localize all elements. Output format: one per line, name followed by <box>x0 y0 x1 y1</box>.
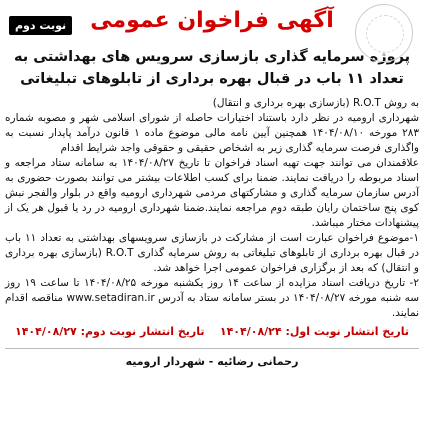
header <box>5 4 419 44</box>
signature-line: رحمانی رضائیه - شهردار ارومیه <box>5 348 419 370</box>
second-publication-date: ۱۴۰۴/۰۸/۲۷ <box>15 325 77 338</box>
first-publication-label: تاریخ انتشار نوبت اول: <box>285 325 409 338</box>
paragraph-subject: ۱-موضوع فراخوان عبارت است از مشارکت در بازسازی سرویسهای بهداشتی به تعداد ۱۱ باب در قبال بهره برداری از تابلوهای تبلیغاتی به روش سرمایه گذاری R.O.T (بازسازی بهره برداری و انتقال) که بعد از برگزاری فراخوان عمومی اجرا خواهد شد. <box>5 232 419 274</box>
edition-badge: نوبت دوم <box>9 16 72 35</box>
method-line: به روش R.O.T (بازسازی بهره برداری و انتقال) <box>212 97 419 109</box>
notice-body <box>5 96 419 321</box>
second-publication-label: تاریخ انتشار نوبت دوم: <box>80 325 205 338</box>
paragraph-intro: شهرداری ارومیه در نظر دارد باستناد اختیارات حاصله از شورای اسلامی شهر و مصوبه شماره ۲۸۳ مورخه ۱۴۰۴/۰۸/۱۰ همچنین آیین نامه مالی موضوع ماده ۱ قانون درآمد پایدار نسبت به واگذاری فرصت سرمایه گذاری زیر به اشخاص حقیقی و حقوقی واجد شرایط اقدام <box>5 112 419 154</box>
project-subtitle: پروژه سرمایه گذاری بازسازی سرویس های بهداشتی به تعداد ۱۱ باب در قبال بهره برداری از تابلوهای تبلیغاتی <box>13 49 411 87</box>
paragraph-deadline: ۲- تاریخ دریافت اسناد مزایده از ساعت ۱۴ روز یکشنبه مورخه ۱۴۰۴/۰۸/۲۵ تا ساعت ۱۹ روز سه شنبه مورخه ۱۴۰۴/۰۸/۲۷ در بستر سامانه ستاد به آدرس www.setadiran.ir مناقصه اقدام نمایند. <box>5 277 419 319</box>
publication-dates <box>5 324 419 340</box>
paragraph-documents: علاقمندان می توانند جهت تهیه اسناد فراخوان تا تاریخ ۱۴۰۴/۰۸/۲۷ به سامانه ستاد مراجعه و اسناد مربوطه را دریافت نمایند. ضمنا برای کسب اطلاعات بیشتر می توانند بصورت حضوری به آدرس سازمان سرمایه گذاری و مشارکتهای مردمی شهرداری ارومیه واقع در بلوار والفجر نبش کوی پنج ساختمان رایان طبقه دوم مراجعه نمایند.ضمنا شهرداری ارومیه در رد یا قبول هر یک از پیشنهادات مختار میباشد. <box>5 157 420 229</box>
first-publication-date: ۱۴۰۴/۰۸/۲۴ <box>219 325 282 338</box>
notice-title: آگهی فراخوان عمومی <box>90 8 334 33</box>
